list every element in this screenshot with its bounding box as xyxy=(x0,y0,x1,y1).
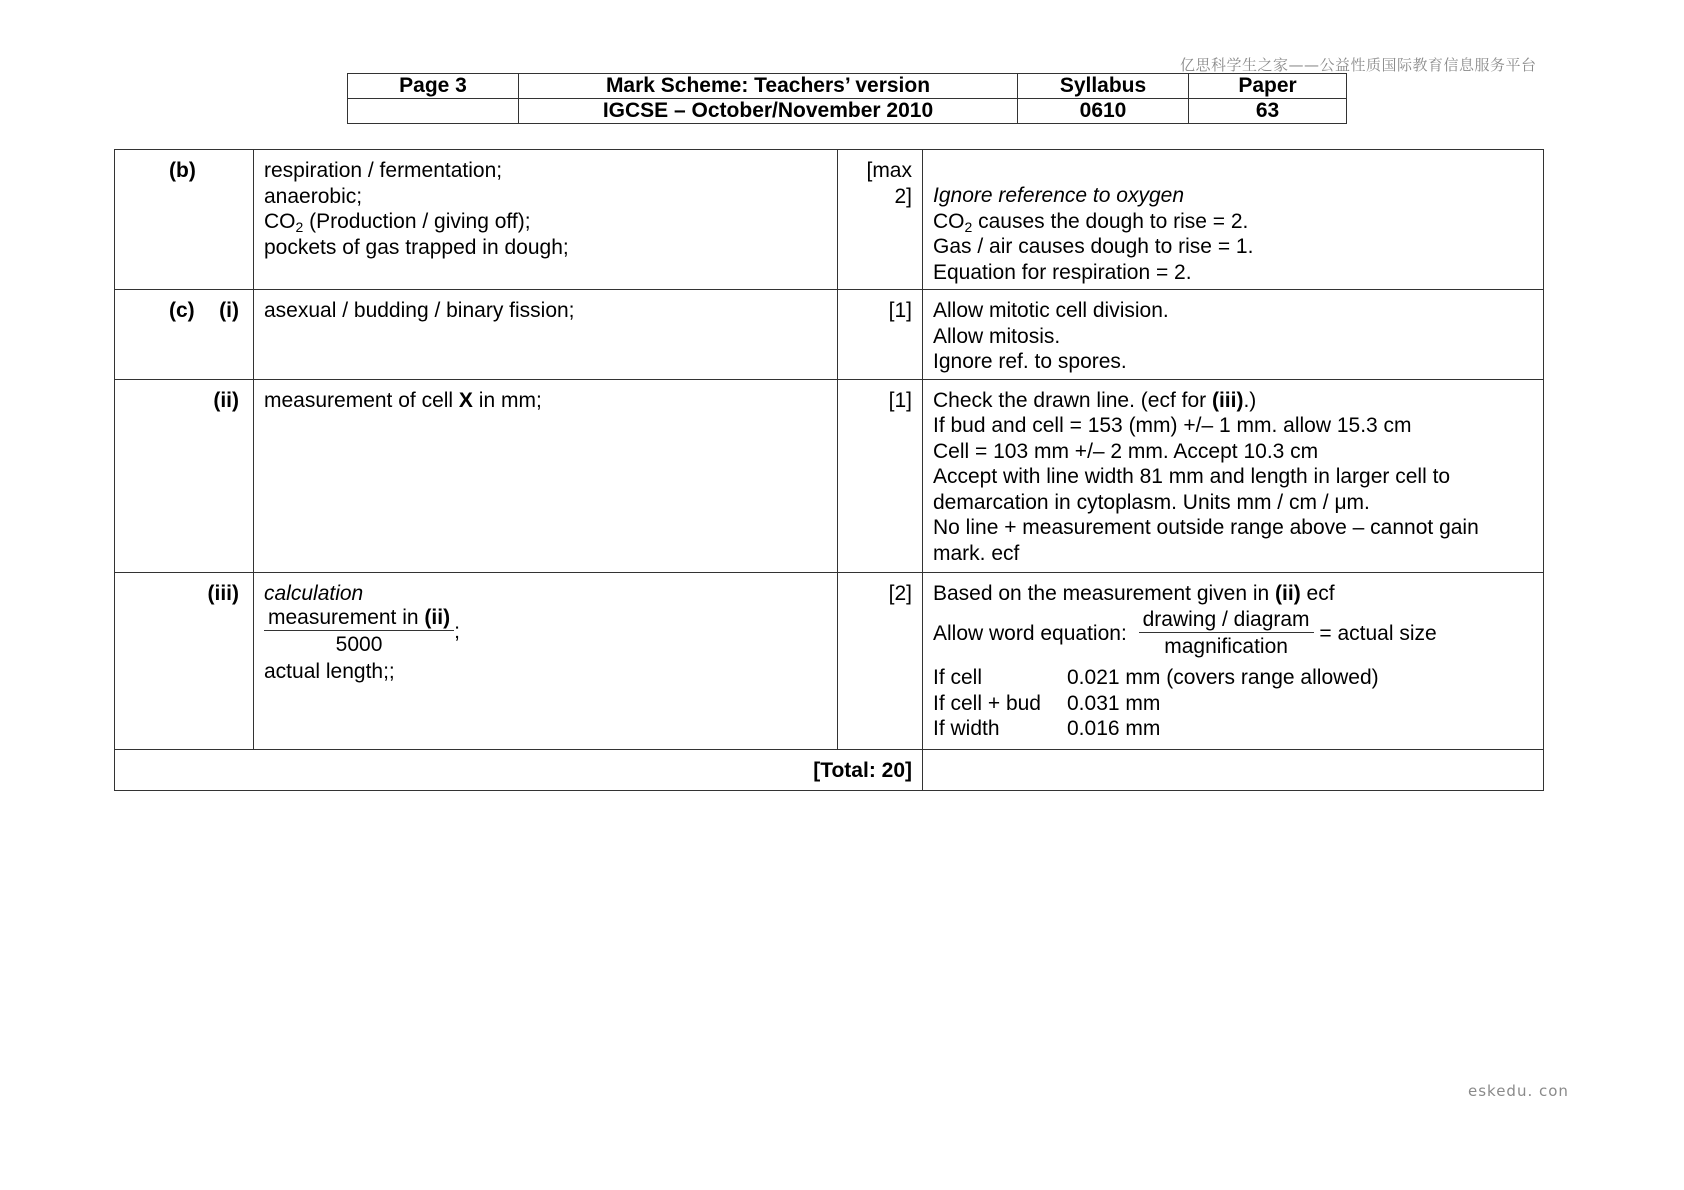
question-sublabel: (ii) xyxy=(213,388,239,412)
question-label: (b) xyxy=(169,159,196,182)
guidance-line: Check the drawn line. (ecf for (iii).) xyxy=(933,388,1257,412)
table-row xyxy=(115,290,1544,380)
question-label: (c) xyxy=(169,299,195,322)
answer-line: $CO_2$ (Production / giving off); xyxy=(264,210,531,235)
guidance-line: demarcation in cytoplasm. Units mm / cm / μm. xyxy=(933,490,1370,514)
mark-scheme-table xyxy=(114,149,1544,791)
mark-cell: [max 2] xyxy=(838,150,923,290)
guidance-line: Equation for respiration = 2. xyxy=(933,260,1192,284)
word-equation: Allow word equation: $\frac{\text{drawing / diagram}}{\text{magnification}}$ = actual size xyxy=(933,608,1437,658)
answer-fraction: $\frac{\text{measurement in (ii)}}{5000}$ xyxy=(264,606,454,659)
empty-cell xyxy=(923,749,1544,790)
answer-line: calculation xyxy=(264,581,364,605)
question-cell xyxy=(115,572,254,749)
mark-cell: [1] xyxy=(838,379,923,572)
mark-cell: [2] xyxy=(838,572,923,749)
question-cell xyxy=(115,290,254,380)
guidance-line: Gas / air causes dough to rise = 1. xyxy=(933,235,1254,258)
guidance-cell xyxy=(923,150,1544,290)
answer-line: asexual / budding / binary fission; xyxy=(264,299,575,322)
header-syllabus-code: 0610 xyxy=(1018,99,1189,124)
page-header-table xyxy=(347,73,1347,124)
guidance-line: No line + measurement outside range above – cannot gain xyxy=(933,516,1479,539)
header-paper-number: 63 xyxy=(1189,99,1347,124)
header-empty xyxy=(348,99,519,124)
guidance-line: Based on the measurement given in (ii) ecf xyxy=(933,581,1335,605)
guidance-cell xyxy=(923,290,1544,380)
answer-fraction-line: $\frac{\text{measurement in (ii)}}{5000}$ ; xyxy=(264,606,827,659)
mark-cell: [1] xyxy=(838,290,923,380)
guidance-line: Accept with line width 81 mm and length in larger cell to xyxy=(933,465,1451,488)
guidance-line: mark. ecf xyxy=(933,541,1020,565)
guidance-cell xyxy=(923,379,1544,572)
table-row xyxy=(115,379,1544,572)
answer-cell xyxy=(254,572,838,749)
guidance-line: Allow mitosis. xyxy=(933,324,1061,348)
answer-line: pockets of gas trapped in dough; xyxy=(264,235,569,259)
header-page: Page 3 xyxy=(348,74,519,99)
table-row xyxy=(115,150,1544,290)
answer-line: measurement of cell X in mm; xyxy=(264,388,542,412)
answer-cell xyxy=(254,379,838,572)
total-marks: [Total: 20] xyxy=(115,749,923,790)
guidance-line: Cell = 103 mm +/– 2 mm. Accept 10.3 cm xyxy=(933,439,1319,463)
guidance-line: Ignore reference to oxygen xyxy=(933,184,1184,207)
value-table: If cell 0.021 mm (covers range allowed) If cell + bud 0.031 mm If width 0.016 mm xyxy=(933,666,1379,740)
header-title: Mark Scheme: Teachers’ version xyxy=(519,74,1018,99)
question-cell xyxy=(115,379,254,572)
answer-line: anaerobic; xyxy=(264,184,363,208)
question-cell xyxy=(115,150,254,290)
header-syllabus-label: Syllabus xyxy=(1018,74,1189,99)
answer-cell xyxy=(254,290,838,380)
question-sublabel: (iii) xyxy=(207,581,239,605)
guidance-line: If bud and cell = 153 (mm) +/– 1 mm. allow 15.3 cm xyxy=(933,414,1412,437)
header-exam: IGCSE – October/November 2010 xyxy=(519,99,1018,124)
table-row xyxy=(115,572,1544,749)
answer-line: respiration / fermentation; xyxy=(264,159,503,182)
question-sublabel: (i) xyxy=(219,299,239,322)
watermark-bottom: eskedu. con xyxy=(1468,1082,1569,1100)
guidance-line: $CO_2$ causes the dough to rise = 2. xyxy=(933,209,1249,235)
guidance-cell xyxy=(923,572,1544,749)
answer-cell xyxy=(254,150,838,290)
guidance-line: Ignore ref. to spores. xyxy=(933,350,1127,373)
header-paper-label: Paper xyxy=(1189,74,1347,99)
guidance-line: Allow mitotic cell division. xyxy=(933,299,1169,322)
table-row-total xyxy=(115,749,1544,790)
answer-line: actual length;; xyxy=(264,660,395,683)
watermark-top: 亿思科学生之家——公益性质国际教育信息服务平台 xyxy=(1180,56,1537,74)
